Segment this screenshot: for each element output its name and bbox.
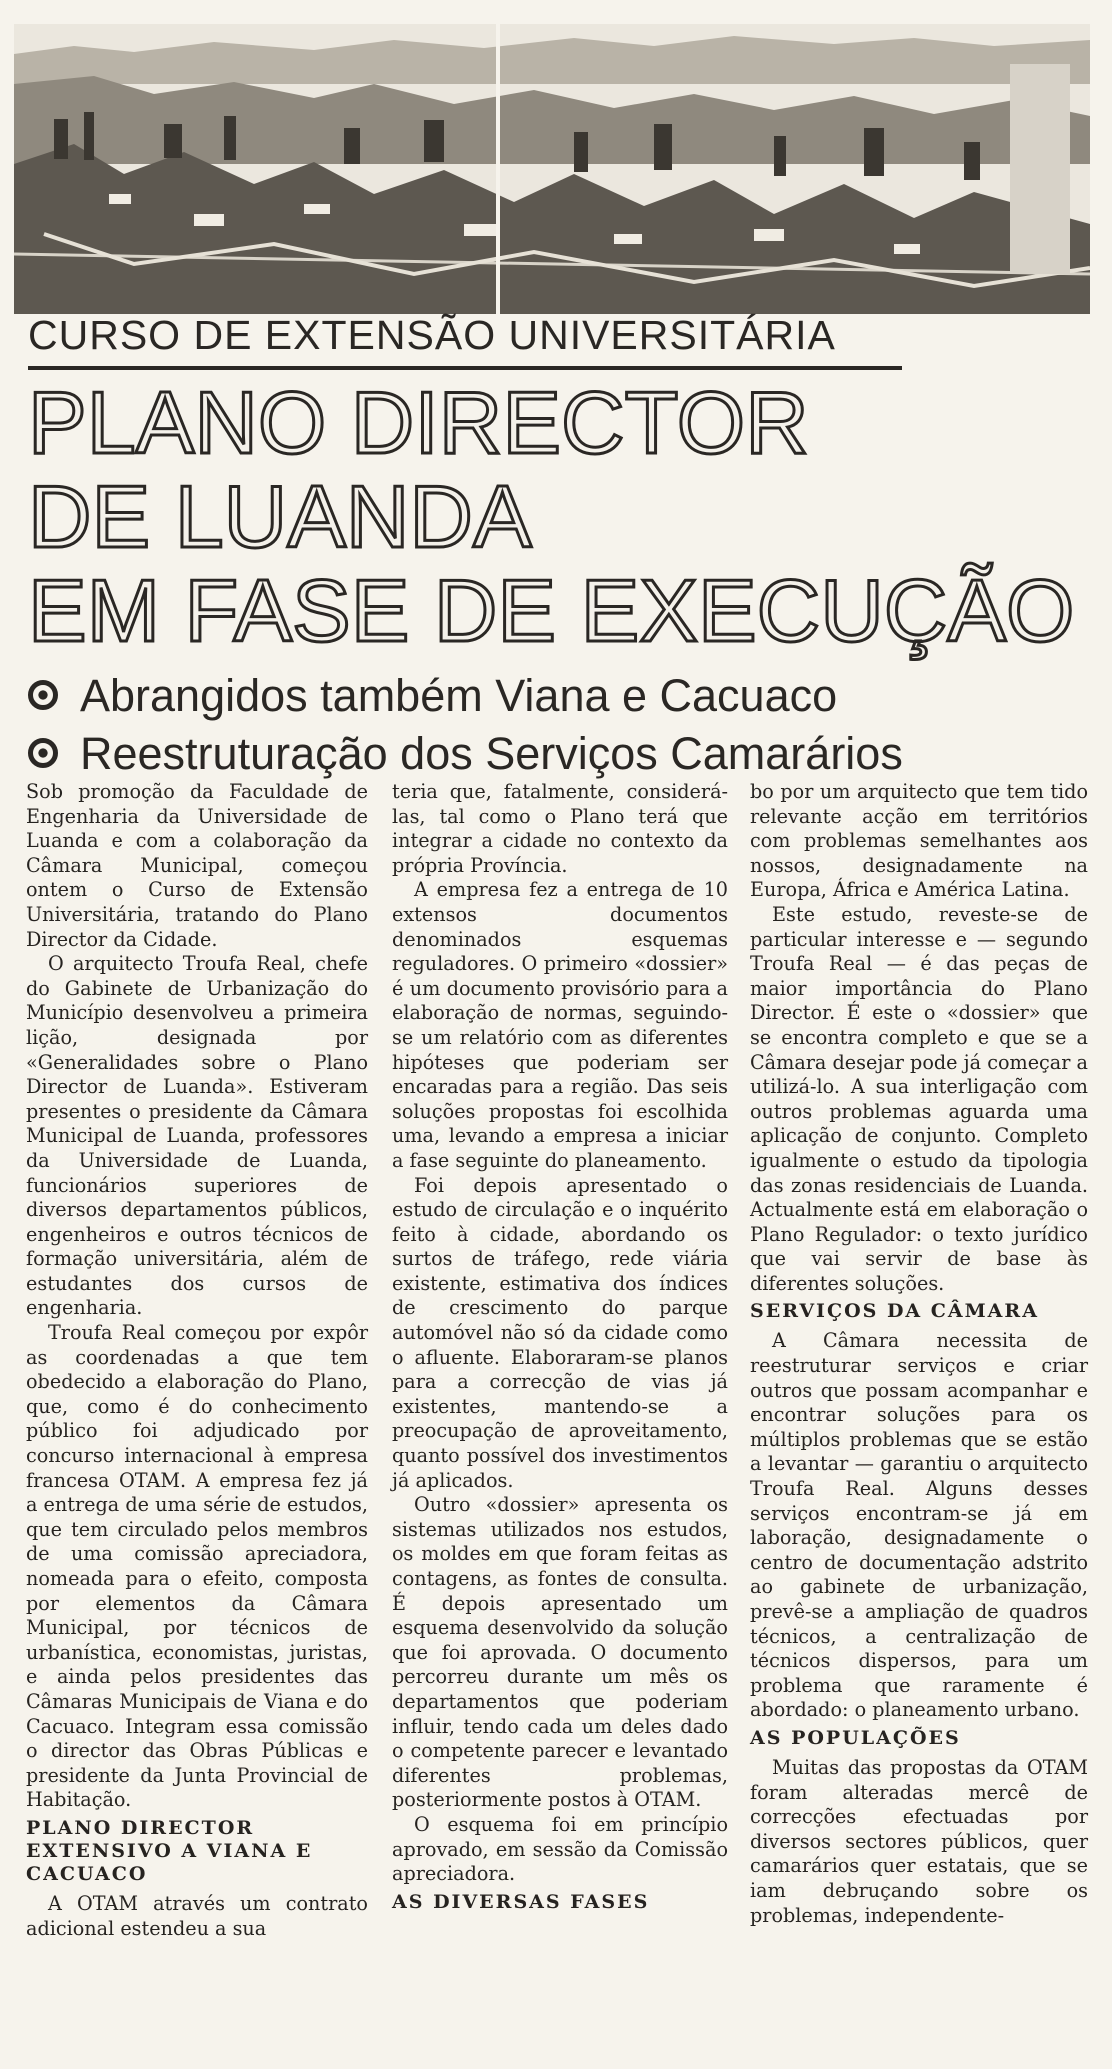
subhead-2 bbox=[28, 728, 903, 780]
section-heading: PLANO DIRECTOR EXTENSIVO A VIANA E CACUACO bbox=[26, 1816, 313, 1885]
paragraph: Este estudo, reveste-se de particular interesse e — segundo Troufa Real — é das peças de maior importância do Plano Director. É este o «dossier» que se encontra completo e que se a Câmara desejar pode já começar a utilizá-lo. A sua interligação com outros problemas aguarda uma aplicação de conjunto. Completo igualmente o estudo da tipologia das zonas residenciais de Luanda. Actualmente está em elaboração o Plano Regulador: o texto jurídico que vai servir de base às diferentes soluções. bbox=[750, 902, 1088, 1295]
kicker-rule bbox=[28, 366, 902, 370]
paragraph: O arquitecto Troufa Real, chefe do Gabinete de Urbanização do Município desenvolveu a primeira lição, designada por «Generalidades sobre o Plano Director de Luanda». Estiveram presentes o presidente da Câmara Municipal de Luanda, professores da Universidade de Luanda, funcionários superiores de diversos departamentos públicos, engenheiros e outros técnicos de formação universitária, além de estudantes dos cursos de engenharia. bbox=[26, 952, 368, 1320]
kicker: CURSO DE EXTENSÃO UNIVERSITÁRIA bbox=[28, 312, 836, 358]
paragraph: Muitas das propostas da OTAM foram alteradas mercê de correcções efectuadas por diversos sectores públicos, quer camarários quer estatais, que se iam debruçando sobre os problemas, independente- bbox=[750, 1755, 1088, 1927]
paragraph: O esquema foi em princípio aprovado, em sessão da Comissão apreciadora. bbox=[392, 1812, 728, 1886]
section-heading: SERVIÇOS DA CÂMARA bbox=[750, 1300, 1039, 1323]
column-1 bbox=[26, 780, 368, 1941]
headline-line-3: EM FASE DE EXECUÇÃO bbox=[28, 561, 1075, 660]
subhead-1 bbox=[28, 670, 837, 722]
headline-line-1: PLANO DIRECTOR bbox=[28, 373, 809, 472]
bullet-icon bbox=[28, 680, 58, 710]
paragraph: bo por um arquitecto que tem tido relevante acção em territórios com problemas semelhantes aos nossos, designadamente na Europa, África e América Latina. bbox=[750, 780, 1088, 902]
section-heading: AS POPULAÇÕES bbox=[750, 1726, 961, 1749]
city-panorama-icon bbox=[14, 24, 1090, 314]
column-2 bbox=[392, 780, 728, 1920]
paragraph: A empresa fez a entrega de 10 extensos documentos denominados esquemas reguladores. O primeiro «dossier» é um documento provisório para a elaboração de normas, seguindo-se um relatório com as diferentes hipóteses que poderiam ser encaradas para a região. Das seis soluções propostas foi escolhida uma, levando a empresa a iniciar a fase seguinte do planeamento. bbox=[392, 878, 728, 1172]
section-heading: AS DIVERSAS FASES bbox=[392, 1890, 650, 1913]
headline bbox=[28, 373, 1075, 660]
paragraph: Outro «dossier» apresenta os sistemas utilizados nos estudos, os moldes em que foram feitas as contagens, as fontes de consulta. É depois apresentado um esquema desenvolvido da solução que foi aprovada. O documento percorreu durante um mês os departamentos que poderiam influir, tendo cada um deles dado o competente parecer e levantado diferentes problemas, posteriormente postos à OTAM. bbox=[392, 1493, 728, 1812]
subhead-1-text: Abrangidos também Viana e Cacuaco bbox=[80, 670, 838, 721]
paragraph: Foi depois apresentado o estudo de circulação e o inquérito feito à cidade, abordando os surtos de tráfego, rede viária existente, estimativa dos índices de crescimento do parque automóvel não só da cidade como o afluente. Elaboraram-se planos para a correcção de vias já existentes, mantendo-se a preocupação de aproveitamento, quanto possível dos investimentos já aplicados. bbox=[392, 1173, 728, 1492]
paragraph: Troufa Real começou por expôr as coordenadas a que tem obedecido a elaboração do Plano, que, como é do conhecimento público foi adjudicado por concurso internacional à empresa francesa OTAM. A empresa fez já a entrega de uma série de estudos, que tem circulado pelos membros de uma comissão apreciadora, nomeada para o efeito, composta por elementos da Câmara Municipal, por técnicos de urbanística, economistas, juristas, e ainda pelos presidentes das Câmaras Municipais de Viana e do Cacuaco. Integram essa comissão o director das Obras Públicas e presidente da Junta Provincial de Habitação. bbox=[26, 1321, 368, 1812]
paragraph: A OTAM através um contrato adicional estendeu a sua bbox=[26, 1891, 368, 1940]
city-panorama-photo bbox=[14, 24, 1090, 314]
paragraph: teria que, fatalmente, considerá-las, tal como o Plano terá que integrar a cidade no contexto da própria Província. bbox=[392, 780, 728, 877]
subhead-2-text: Reestruturação dos Serviços Camarários bbox=[80, 728, 903, 779]
bullet-icon bbox=[28, 738, 58, 768]
paragraph: Sob promoção da Faculdade de Engenharia da Universidade de Luanda e com a colaboração da Câmara Municipal, começou ontem o Curso de Extensão Universitária, tratando do Plano Director da Cidade. bbox=[26, 780, 368, 951]
paragraph: A Câmara necessita de reestruturar serviços e criar outros que possam acompanhar e encontrar soluções para os múltiplos problemas que se estão a levantar — garantiu o arquitecto Troufa Real. Alguns desses serviços encontram-se já em laboração, designadamente o centro de documentação adstrito ao gabinete de urbanização, prevê-se a ampliação de quadros técnicos, a centralização de técnicos dispersos, para um problema que raramente é abordado: o planeamento urbano. bbox=[750, 1329, 1088, 1722]
column-3 bbox=[750, 780, 1088, 1928]
headline-line-2: DE LUANDA bbox=[28, 467, 532, 566]
